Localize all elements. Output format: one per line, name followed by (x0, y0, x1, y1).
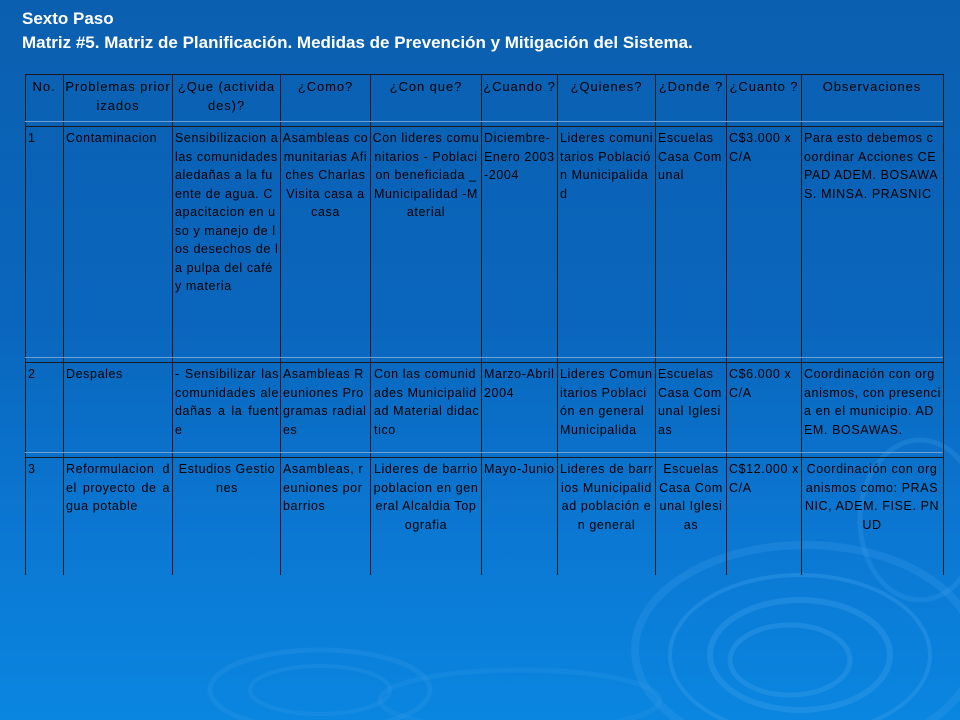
row1-que: Sensibilizacion a las comunidades aledañas a la fuente de agua. Capacitacion en uso y manejo de los desechos de la pulpa del café y materia (175, 131, 279, 293)
row3-cuanto: C$12.000 x C/A (729, 462, 799, 495)
row2-que: - Sensibilizar las comunidades aledañas a la fuente (175, 367, 279, 437)
row1-observaciones: Para esto debemos coordinar Acciones CEPAD ADEM. BOSAWAS. MINSA. PRASNIC (804, 131, 939, 201)
title-matrix: Matriz #5. Matriz de Planificación. Medidas de Prevención y Mitigación del Sistema. (22, 33, 693, 52)
row1-donde: Escuelas Casa Comunal (658, 131, 722, 182)
header-donde: ¿Donde ? (658, 79, 724, 94)
row3-como: Asambleas, reuniones por barrios (283, 462, 364, 513)
planning-matrix-table (25, 74, 944, 575)
row3-problema: Reformulacion del proyecto de agua potable (66, 462, 170, 513)
row3-no: 3 (28, 462, 36, 476)
row2-no: 2 (28, 367, 36, 381)
header-quienes: ¿Quienes? (570, 79, 643, 94)
row1-cuando: Diciembre-Enero 2003-2004 (484, 131, 555, 182)
header-con-que: ¿Con que? (389, 79, 463, 94)
row1-cuanto: C$3.000 x C/A (729, 131, 792, 164)
row1-quienes: Lideres comunitarios Población Municipalidad (560, 131, 654, 201)
row2-donde: Escuelas Casa Comunal Iglesias (658, 367, 722, 437)
row2-con-que: Con las comunidades Municipalidad Material didactico (374, 367, 480, 437)
header-cuanto: ¿Cuanto ? (729, 79, 799, 94)
row3-cuando: Mayo-Junio (484, 462, 555, 476)
row1-problema: Contaminacion (66, 131, 158, 145)
row1-como: Asambleas comunitarias Afiches Charlas Visita casa a casa (282, 131, 369, 219)
row2-quienes: Lideres Comunitarios Población en general Municipalida (560, 367, 653, 437)
row3-que: Estudios Gestiones (178, 462, 276, 495)
row2-problema: Despales (66, 367, 123, 381)
row3-donde: Escuelas Casa Comunal Iglesias (659, 462, 723, 532)
row2-cuanto: C$6.000 x C/A (729, 367, 792, 400)
row2-como: Asambleas Reuniones Programas radiales (283, 367, 367, 437)
page-title (22, 7, 693, 55)
row3-con-que: Lideres de barrio poblacion en general Alcaldia Topografia (373, 462, 479, 532)
header-observaciones: Observaciones (822, 79, 922, 94)
header-no: No. (32, 79, 56, 94)
row3-observaciones: Coordinación con organismos como: PRASNIC, ADEM. FISE. PNUD (804, 462, 940, 532)
row2-cuando: Marzo-Abril 2004 (484, 367, 555, 400)
title-step: Sexto Paso (22, 9, 114, 28)
row1-con-que: Con lideres comunitarios - Poblacion beneficiada _Municipalidad -Material (372, 131, 480, 219)
row1-no: 1 (28, 131, 36, 145)
header-como: ¿Como? (297, 79, 354, 94)
header-problemas: Problemas priorizados (65, 79, 171, 113)
header-que: ¿Que (actividades)? (177, 79, 276, 113)
header-cuando: ¿Cuando ? (483, 79, 556, 94)
row2-observaciones: Coordinación con organismos, con presencia en el municipio. ADEM. BOSAWAS. (804, 367, 941, 437)
row3-quienes: Lideres de barrios Municipalidad población en general (559, 462, 654, 532)
